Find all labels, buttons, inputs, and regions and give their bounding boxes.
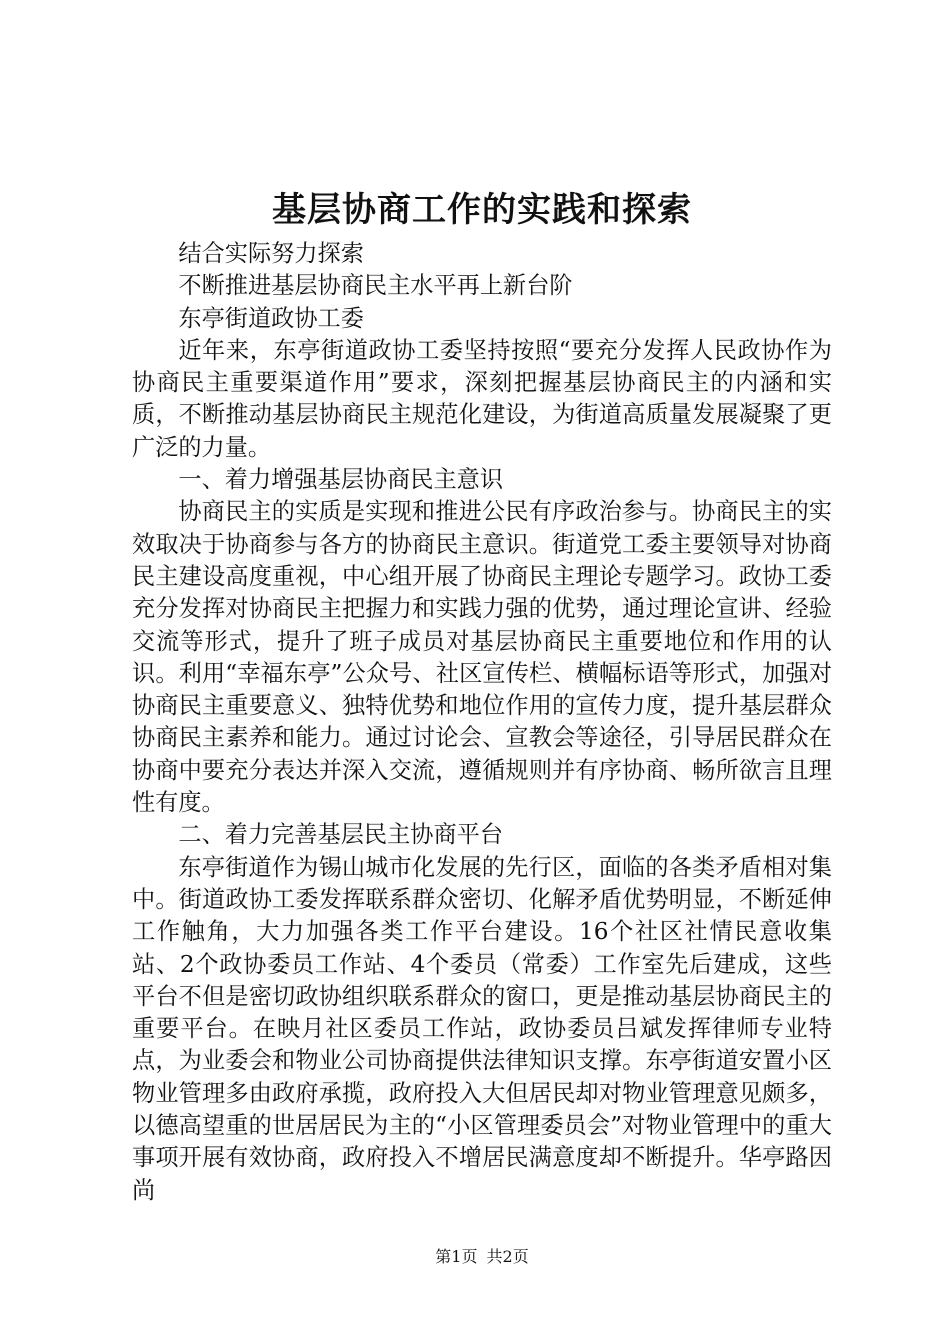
subtitle-line: 不断推进基层协商民主水平再上新台阶 — [178, 272, 573, 300]
body-paragraph: 东亭街道作为锡山城市化发展的先行区，面临的各类矛盾相对集中。街道政协工委发挥联系群众密切、化解矛盾优势明显，不断延伸工作触角，大力加强各类工作平台建设。16个社区社情民意收集站、2个政协委员工作站、4个委员（常委）工作室先后建成，这些平台不但是密切政协组织联系群众的窗口，更是推动基层协商民主的重要平台。在映月社区委员工作站，政协委员吕斌发挥律师专业特点，为业委会和物业公司协商提供法律知识支撑。东亭街道安置小区物业管理多由政府承揽，政府投入大但居民却对物业管理意见颇多，以德高望重的世居居民为主的“小区管理委员会”对物业管理中的重大事项开展有效协商，政府投入不增居民满意度却不断提升。华亭路因尚 — [132, 853, 832, 1204]
document-body — [132, 238, 832, 1207]
section-heading: 一、着力增强基层协商民主意识 — [178, 466, 504, 494]
author-line: 东亭街道政协工委 — [178, 304, 364, 332]
subtitle-line: 结合实际努力探索 — [178, 240, 364, 267]
document-page — [132, 0, 832, 1344]
page-number: 第1页 — [435, 1247, 478, 1266]
body-paragraph: 协商民主的实质是实现和推进公民有序政治参与。协商民主的实效取决于协商参与各方的协商民主意识。街道党工委主要领导对协商民主建设高度重视，中心组开展了协商民主理论专题学习。政协工委充分发挥对协商民主把握力和实践力强的优势，通过理论宣讲、经验交流等形式，提升了班子成员对基层协商民主重要地位和作用的认识。利用“幸福东亭”公众号、社区宣传栏、横幅标语等形式，加强对协商民主重要意义、独特优势和地位作用的宣传力度，提升基层群众协商民主素养和能力。通过讨论会、宣教会等途径，引导居民群众在协商中要充分表达并深入交流，遵循规则并有序协商、畅所欲言且理性有度。 — [132, 498, 832, 817]
section-heading: 二、着力完善基层民主协商平台 — [178, 821, 504, 849]
body-paragraph: 近年来，东亭街道政协工委坚持按照“要充分发挥人民政协作为协商民主重要渠道作用”要求，深刻把握基层协商民主的内涵和实质，不断推动基层协商民主规范化建设，为街道高质量发展凝聚了更广泛的力量。 — [132, 336, 832, 461]
page-total: 共2页 — [486, 1247, 529, 1266]
document-title: 基层协商工作的实践和探索 — [272, 190, 692, 230]
page-footer — [132, 1246, 832, 1268]
